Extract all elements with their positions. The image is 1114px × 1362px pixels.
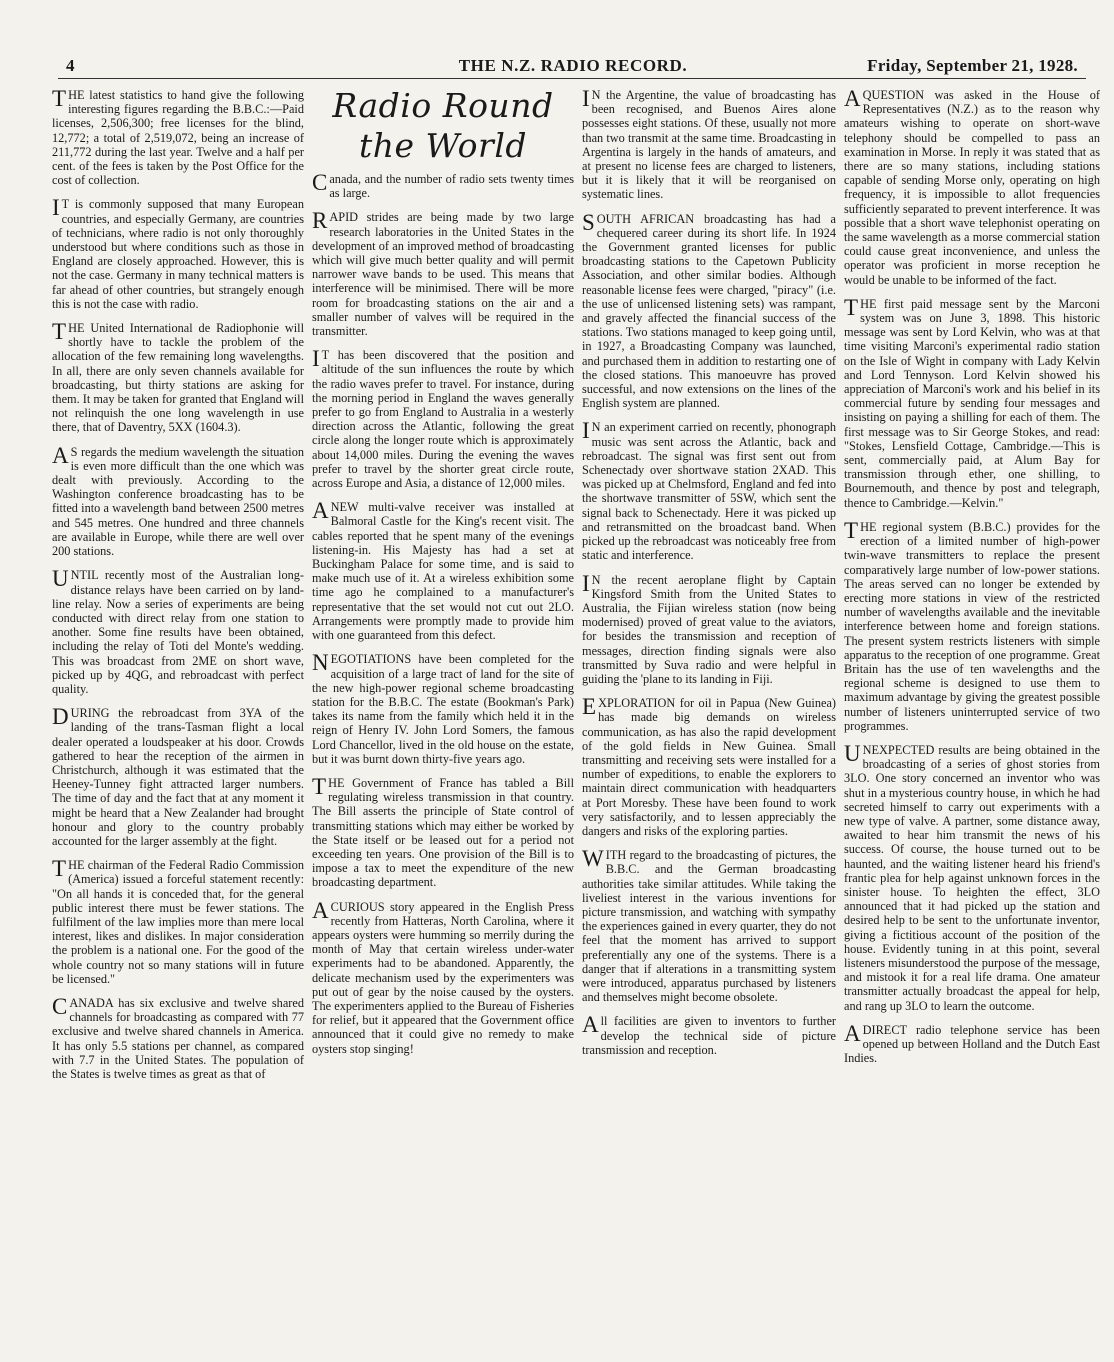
news-item: THE United International de Radiophonie will shortly have to tackle the problem of the allocation of the few remaining long wavelengths. In all, there are only seven channels available for broadcasting, but thirty stations are asking for them. It may be taken for granted that England will not relinquish the one long wavelength in use there, that of Daventry, 5XX (1604.3). (52, 319, 304, 435)
news-item: SOUTH AFRICAN broadcasting has had a chequered career during its short life. In 1924 the Government granted licenses for public broadcasting stations to the Capetown Publicity Association, and other similar bodies. Although reasonable license fees were charged, "piracy" (i.e. the use of unlicensed listening sets) was rampant, and gravely affected the financial success of the stations. Two stations managed to keep going until, in 1927, a Broadcasting Company was launched, and purchased them in addition to restarting one of the closed stations. This manoeuvre has proved successful, and now extensions on the lines of the English system are planned. (582, 209, 836, 411)
news-item: IT is commonly supposed that many European countries, and especially Germany, are countries of technicians, where radio is not only thoroughly understood but where conditions such as those in England are closely approached. However, this is not the case. Germany in many technical matters is far ahead of other countries, but strangely enough this is not the case with radio. (52, 195, 304, 311)
news-item: ANEW multi-valve receiver was installed at Balmoral Castle for the King's recent visit. The cables reported that he spent many of the evenings listening-in. His Majesty has had a set at Buckingham Palace for some time, and is said to make much use of it. At a wireless exhibition some time ago he complained to a manufacturer's representative that the set would not cut out 2LO. Arrangements were promptly made to provide him with one guaranteed from this defect. (312, 498, 574, 643)
header-rule (58, 78, 1086, 79)
news-item: AS regards the medium wavelength the situation is even more difficult than the one which was dealt with previously. According to the Washington conference broadcasting has to be fitted into a wavelength band between 2500 metres and 545 metres. One hundred and three channels are available in Europe, while there are well over 200 stations. (52, 442, 304, 559)
column-3 (582, 88, 836, 1358)
news-item: THE first paid message sent by the Marconi system was on June 3, 1898. This historic message was sent by Lord Kelvin, who was at that time visiting Marconi's experimental radio station on the Isle of Wight in company with Lady Kelvin and Lord Tennyson. Lord Kelvin showed his appreciation of Marconi's work and his belief in its commercial future by sending four messages and insisting on paying a shilling for each of them. The first message was to Sir George Stokes, and read: "Stokes, Lensfield Cottage, Cambridge.—This is sent, commercially paid, at Alum Bay for transmission through ether, one shilling, to Bournemouth, and thence by post and telegraph, thence to Cambridge.—Kelvin." (844, 294, 1100, 510)
news-item: NEGOTIATIONS have been completed for the acquisition of a large tract of land for the site of the new high-power regional scheme broadcasting station for the B.B.C. The estate (Bookman's Park) takes its name from the family which held it in the reign of Henry IV. John Lord Somers, the famous Lord Chancellor, lived in the old house on the estate, but it was burnt down thirty-five years ago. (312, 650, 574, 766)
issue-date: Friday, September 21, 1928. (867, 56, 1078, 75)
news-item: UNTIL recently most of the Australian long-distance relays have been carried on by land-line relay. Now a series of experiments are being conducted with direct relay from one station to another. Some fine results have been obtained, including the relay of Toti del Monte's wedding. This was broadcast from 2ME on short wave, picked up by 4QG, and rebroadcast with perfect quality. (52, 566, 304, 696)
news-item: RAPID strides are being made by two large research laboratories in the United States in the development of an improved method of broadcasting which will give much better quality and will permit narrower wave bands to be used. This means that interference will be minimised. There will be more room for broadcasting stations on the air and a smaller number of valves will be required in the transmitter. (312, 208, 574, 339)
publication-title: THE N.Z. RADIO RECORD. (458, 56, 688, 75)
column-4 (844, 88, 1100, 1358)
news-item: All facilities are given to inventors to further develop the technical side of picture transmission and reception. (582, 1012, 836, 1057)
news-item: THE latest statistics to hand give the following interesting figures regarding the B.B.C.:—Paid licenses, 2,506,300; free licenses for the blind, 12,772; a total of 2,519,072, being an increase of 211,772 during the last year. Twelve and a half per cent. of the fees is taken by the Post Office for the cost of collection. (52, 88, 304, 188)
column-1 (52, 88, 304, 1358)
article-title: Radio Round the World (332, 86, 554, 165)
news-item: THE chairman of the Federal Radio Commission (America) issued a forceful statement recently: "On all hands it is conceded that, for the general public interest there must be fewer stations. The fulfilment of the law implies more than mere local interest, likes and dislikes. In major consideration the problem is a national one. For the good of the whole country not so many stations will in future be licensed." (52, 856, 304, 986)
column-2 (312, 172, 574, 1358)
page-number: 4 (66, 56, 75, 75)
news-item: IN the recent aeroplane flight by Captain Kingsford Smith from the United States to Australia, the Fijian wireless station (now being modernised) proved of great value to the aviators, for besides the transmission and reception of messages, direction finding signals were also transmitted by Suva radio and were helpful in guiding the 'plane to its landing in Fiji. (582, 570, 836, 686)
news-item: DURING the rebroadcast from 3YA of the landing of the trans-Tasman flight a local dealer operated a loudspeaker at his door. Crowds gathered to hear the reception of the airmen in Christchurch, although it was estimated that the Heeney-Tunney fight attracted larger numbers. The time of day and the fact that at any moment it might be heard that a New Zealander had brought honour and glory to the country probably accounted for the larger assembly at the fight. (52, 704, 304, 848)
news-item: IT has been discovered that the position and altitude of the sun influences the route by which the radio waves prefer to travel. For instance, during the morning period in England the waves generally prefer to go from England to Australia in a westerly direction across the Atlantic, following the great circle along the longer route which is approximately about 14,000 miles. During the evening the waves prefer to travel by the shorter great circle route, across Europe and Asia, a distance of 12,000 miles. (312, 346, 574, 491)
news-item: THE regional system (B.B.C.) provides for the erection of a limited number of high-power twin-wave transmitters to replace the present comparatively large number of low-power stations. The areas served can no longer be extended by erecting more stations in view of the restricted number of wavelengths available and the inevitable interference between home and foreign stations. The present system restricts listeners with simple apparatus to the reception of one programme. Great Britain has the use of ten wavelengths and the regional scheme is designed to use them to maximum advantage by giving the greatest possible number of listeners uninterrupted service of two programmes. (844, 517, 1100, 733)
news-item: UNEXPECTED results are being obtained in the broadcasting of a series of ghost stories from 3LO. One story concerned an inventor who was shut in a mysterious country house, in which he had secreted himself to carry out experiments with a new type of valve. A partner, some distance away, awaited to hear him transmit the news of his success. Of course, the house turned out to be haunted, and the waiting listener heard his friend's frantic plea for help against unknown forces in the sinister house. To heighten the effect, 3LO announced that it had picked up the station and desired help to be sent to the unfortunate inventor, giving a fictitious account of the position of the house. Evidently tuning in at this point, several listeners misunderstood the purpose of the message, and mistook it for a real life drama. One amateur transmitter actually broadcast the appeal for help, and rang up 3LO to learn the outcome. (844, 740, 1100, 1013)
news-item: ACURIOUS story appeared in the English Press recently from Hatteras, North Carolina, where it appears oysters were humming so merrily during the month of May that certain wireless under-water experiments had to be abandoned. Apparently, the delicate mechanism used by the experimenters was put out of gear by the noise caused by the oysters. The experimenters applied to the Bureau of Fisheries for relief, but it appeared that the Government office announced that it could give no remedy to make oysters stop singing! (312, 897, 574, 1056)
news-item: AQUESTION was asked in the House of Representatives (N.Z.) as to the reason why amateurs wishing to operate on short-wave telephony should be compelled to pass an examination in Morse. In reply it was stated that as there are so many stations, including stations capable of sending Morse only, operating on high frequency, it is impossible to allot frequencies sufficiently separated to prevent interference. It was possible that a short wave telephonist operating on the same wavelength as a morse commercial station could cause great inconvenience, and unless the operator was proficient in morse reception he would be unable to be informed of the fact. (844, 88, 1100, 287)
news-item: EXPLORATION for oil in Papua (New Guinea) has made big demands on wireless communication, as has also the rapid development of the gold fields in New Guinea. Small transmitting and receiving sets were installed for a number of expeditions, to enable the explorers to maintain direct communication with headquarters at Port Moresby. These have been found to work very satisfactorily, and to lessen appreciably the dangers and risks of the exploring parties. (582, 694, 836, 838)
news-item: IN the Argentine, the value of broadcasting has been recognised, and Buenos Aires alone possesses eight stations. Of these, usually not more than two transmit at the same time. Broadcasting in Argentina is largely in the hands of amateurs, and at present no license fees are charged to listeners, but it is likely that it will be reorganised on systematic lines. (582, 88, 836, 202)
news-item: ADIRECT radio telephone service has been opened up between Holland and the Dutch East Indies. (844, 1020, 1100, 1066)
news-item: CANADA has six exclusive and twelve shared channels for broadcasting as compared with 77 exclusive and twelve shared channels in America. It has only 5.5 stations per channel, as compared with 7.7 in the United States. The population of the States is twelve times as great as that of (52, 993, 304, 1081)
news-item: IN an experiment carried on recently, phonograph music was sent across the Atlantic, back and rebroadcast. The signal was first sent out from Schenectady over shortwave station 2XAD. This was picked up at Chelmsford, England and fed into the shortwave transmitter of 5SW, which sent the signal back to Schenectady. Here it was picked up and retransmitted on the broadcast band. When picked up the rebroadcast was noticeably free from static and interference. (582, 418, 836, 563)
news-item: THE Government of France has tabled a Bill regulating wireless transmission in that country. The Bill asserts the principle of State control of transmitting stations which may either be worked by the State itself or be leased out for a period not exceeding ten years. One provision of the Bill is to impose a tax to meet the expenditure of the new broadcasting department. (312, 773, 574, 890)
news-item: Canada, and the number of radio sets twenty times as large. (312, 172, 574, 201)
news-item: WITH regard to the broadcasting of pictures, the B.B.C. and the German broadcasting authorities take similar attitudes. While taking the liveliest interest in the various inventions for picture transmission, and watching with sympathy the experiences gained in every quarter, they do not feel that the moment has arrived to support preferentially any one of the systems. There is a danger that if alterations in a transmitting system were introduced, apparatus purchased by listeners and themselves might become obsolete. (582, 846, 836, 1005)
page-header (58, 52, 1088, 78)
